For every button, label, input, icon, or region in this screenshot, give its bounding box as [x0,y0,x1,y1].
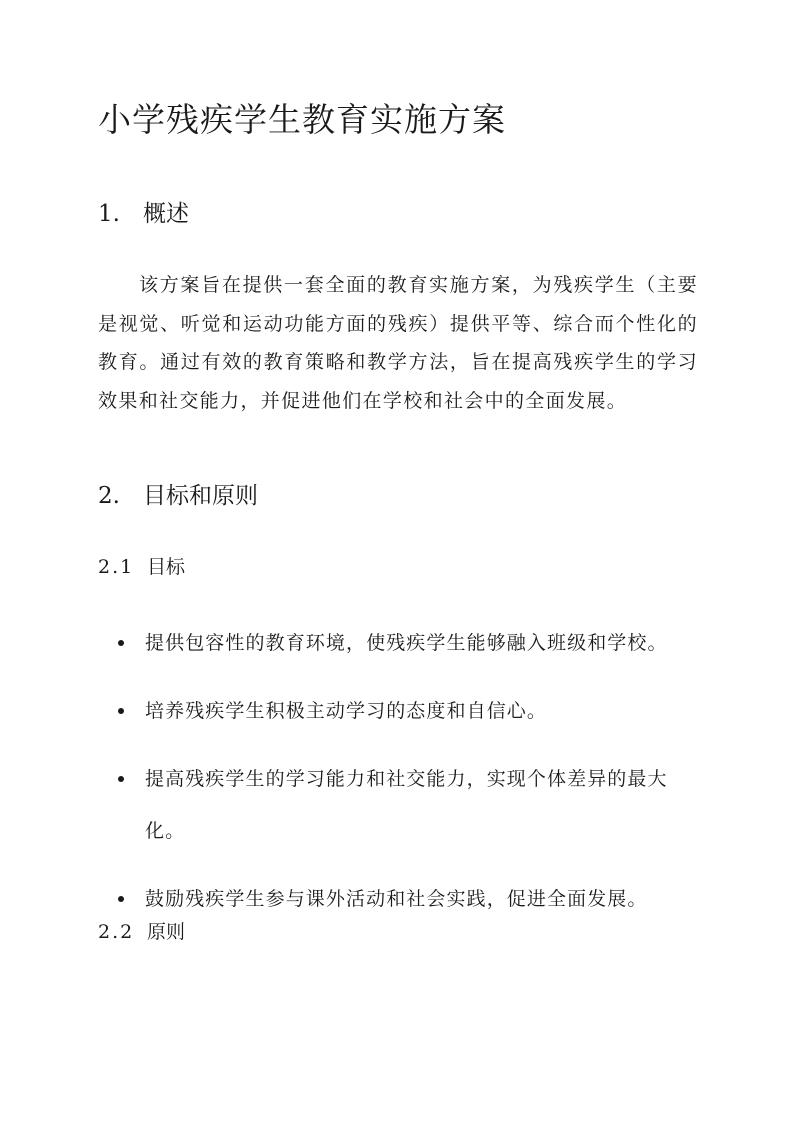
list-item [98,873,698,925]
section-1-title: 概述 [143,201,189,227]
subsection-2-1-title: 目标 [147,556,186,578]
section-1-paragraph: 该方案旨在提供一套全面的教育实施方案，为残疾学生（主要是视觉、听觉和运动功能方面的残疾）提供平等、综合而个性化的教育。通过有效的教育策略和教学方法，旨在提高残疾学生的学习效果和社交能力，并促进他们在学校和社会中的全面发展。 [98,274,698,412]
document-title: 小学残疾学生教育实施方案 [98,100,506,139]
section-2-number: 2. [98,483,120,509]
list-item-text: 提供包容性的教育环境，使残疾学生能够融入班级和学校。 [145,632,668,654]
subsection-2-2-number: 2.2 [98,921,135,943]
list-item [98,617,698,669]
list-item [98,753,698,857]
bullet-icon [118,708,124,714]
subsection-2-2-title: 原则 [147,921,186,943]
bullet-icon [118,640,124,646]
section-1-heading [98,198,189,230]
bullet-icon [118,896,124,902]
subsection-2-1-heading [98,553,185,581]
list-item-text: 提高残疾学生的学习能力和社交能力，实现个体差异的最大化。 [145,768,668,842]
section-1-number: 1. [98,201,120,227]
subsection-2-2-heading [98,918,185,946]
subsection-2-1-number: 2.1 [98,556,135,578]
list-item-text: 培养残疾学生积极主动学习的态度和自信心。 [145,700,548,722]
section-2-title: 目标和原则 [143,483,258,509]
list-item-text: 鼓励残疾学生参与课外活动和社会实践，促进全面发展。 [145,888,648,910]
section-2-heading [98,480,258,512]
list-item [98,685,698,737]
bullet-icon [118,776,124,782]
goals-list [98,617,698,941]
